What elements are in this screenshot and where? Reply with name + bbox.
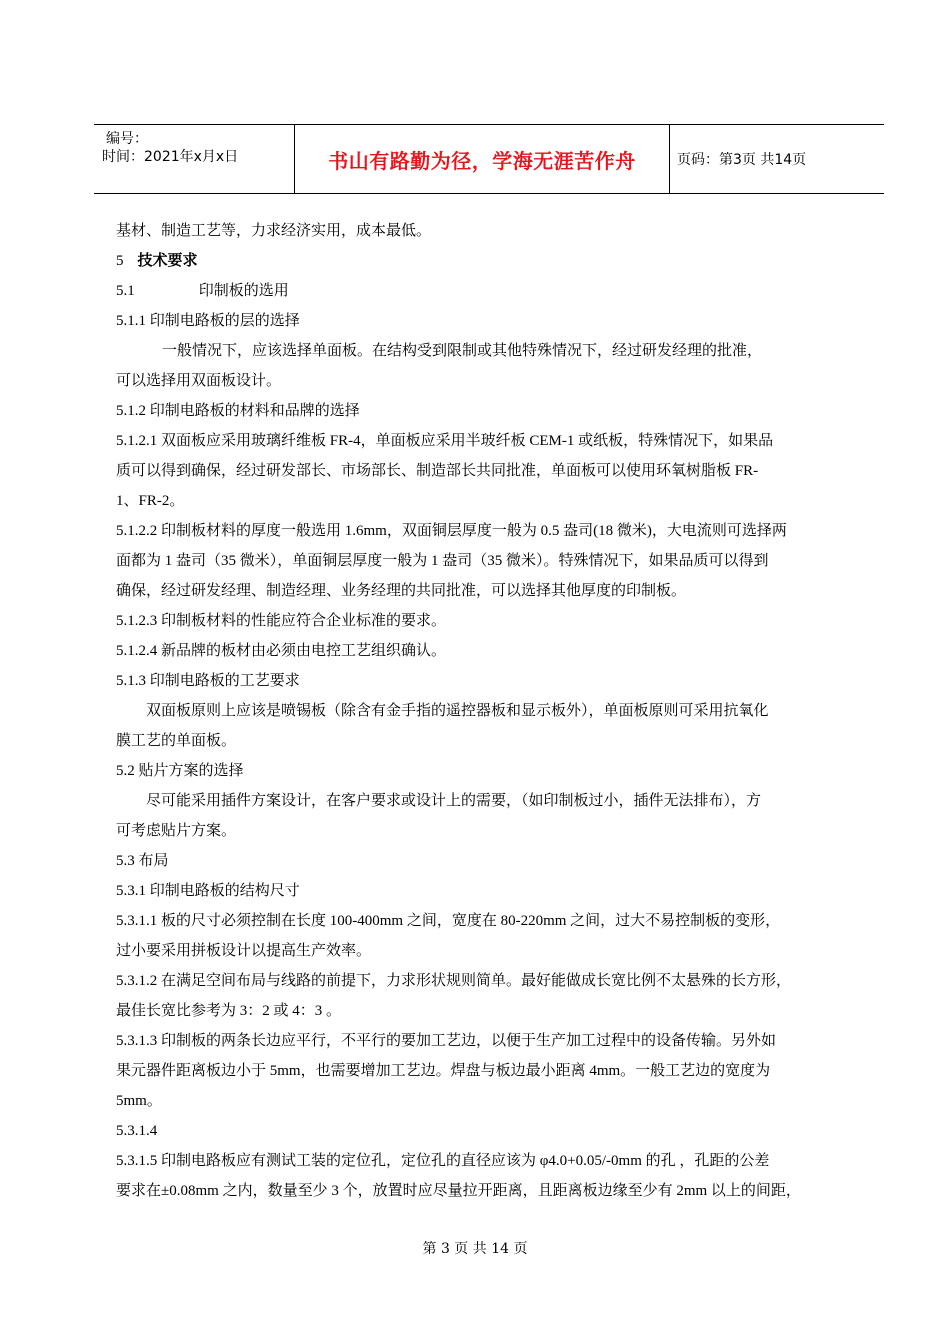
doc-number-label: 编号： [106,131,148,147]
body-line: 5.3.1.2 在满足空间布局与线路的前提下，力求形状规则简单。最好能做成长宽比例不太悬殊的长方形， [116,973,792,989]
body-line: 质可以得到确保，经过研发部长、市场部长、制造部长共同批准，单面板可以使用环氧树脂板 FR- [116,463,759,479]
body-line: 5.1.2.3 印制板材料的性能应符合企业标准的要求。 [116,613,447,629]
header-info-cell [94,125,294,193]
body-line: 5.1.2.4 新品牌的板材由必须由电控工艺组织确认。 [116,643,447,659]
body-line: 最佳长宽比参考为 3：2 或 4：3 。 [116,1003,342,1019]
subsection-heading [116,276,864,306]
body-line: 5.3.1.1 板的尺寸必须控制在长度 100-400mm 之间，宽度在 80-220mm 之间，过大不易控制板的变形， [116,913,781,929]
page-header [94,124,884,194]
body-line: 果元器件距离板边小于 5mm，也需要增加工艺边。焊盘与板边最小距离 4mm。一般工艺边的宽度为 [116,1063,771,1079]
body-line: 5.1.2.1 双面板应采用玻璃纤维板 FR-4，单面板应采用半玻纤板 CEM-1 或纸板，特殊情况下，如果品 [116,433,774,449]
body-line: 5.1.1 印制电路板的层的选择 [116,313,300,329]
body-line: 5.3.1.3 印制板的两条长边应平行，不平行的要加工艺边，以便于生产加工过程中的设备传输。另外如 [116,1033,777,1049]
subsection-title: 印制板的选用 [198,283,289,299]
header-page-info: 页码：第3页 共14页 [677,152,807,168]
body-line: 确保，经过研发经理、制造经理、业务经理的共同批准，可以选择其他厚度的印制板。 [116,583,687,599]
section-heading [116,246,864,276]
body-line: 可考虑贴片方案。 [116,823,237,839]
body-line: 一般情况下，应该选择单面板。在结构受到限制或其他特殊情况下，经过研发经理的批准， [162,343,763,359]
body-line: 面都为 1 盎司（35 微米），单面铜层厚度一般为 1 盎司（35 微米）。特殊情况下，如果品质可以得到 [116,553,769,569]
body-line: 5.1.2 印制电路板的材料和品牌的选择 [116,403,360,419]
document-body [116,216,864,1206]
body-line: 5.3.1.5 印制电路板应有测试工装的定位孔，定位孔的直径应该为 φ4.0+0.05/-0mm 的孔 ，孔距的公差 [116,1153,770,1169]
body-line: 膜工艺的单面板。 [116,733,237,749]
body-line: 5.1.2.2 印制板材料的厚度一般选用 1.6mm，双面铜层厚度一般为 0.5 盎司(18 微米)，大电流则可选择两 [116,523,787,539]
body-line: 过小要采用拼板设计以提高生产效率。 [116,943,372,959]
body-line: 1、FR-2。 [116,493,185,509]
body-line: 5.3 布局 [116,853,169,869]
body-line: 5.3.1.4 [116,1123,158,1139]
body-line: 可以选择用双面板设计。 [116,373,282,389]
body-line: 双面板原则上应该是喷锡板（除含有金手指的遥控器板和显示板外），单面板原则可采用抗氧化 [146,703,769,719]
header-motto-cell [294,125,670,193]
body-line: 尽可能采用插件方案设计，在客户要求或设计上的需要，（如印制板过小，插件无法排布），方 [146,793,762,809]
body-line: 5.1.3 印制电路板的工艺要求 [116,673,300,689]
section-number: 5 [116,253,124,269]
header-motto: 书山有路勤为径，学海无涯苦作舟 [328,148,636,173]
header-page-cell [669,125,884,193]
page-footer: 第 3 页 共 14 页 [422,1241,528,1257]
body-line: 5mm。 [116,1093,162,1109]
doc-time-label: 时间：2021年x月x日 [102,149,239,165]
body-line: 5.3.1 印制电路板的结构尺寸 [116,883,300,899]
section-title: 技术要求 [137,253,198,269]
body-line: 要求在±0.08mm 之内，数量至少 3 个，放置时应尽量拉开距离，且距离板边缘至少有 2mm 以上的间距， [116,1183,801,1199]
subsection-number: 5.1 [116,283,135,299]
body-line: 5.2 贴片方案的选择 [116,763,244,779]
body-line: 基材、制造工艺等，力求经济实用，成本最低。 [116,223,432,239]
